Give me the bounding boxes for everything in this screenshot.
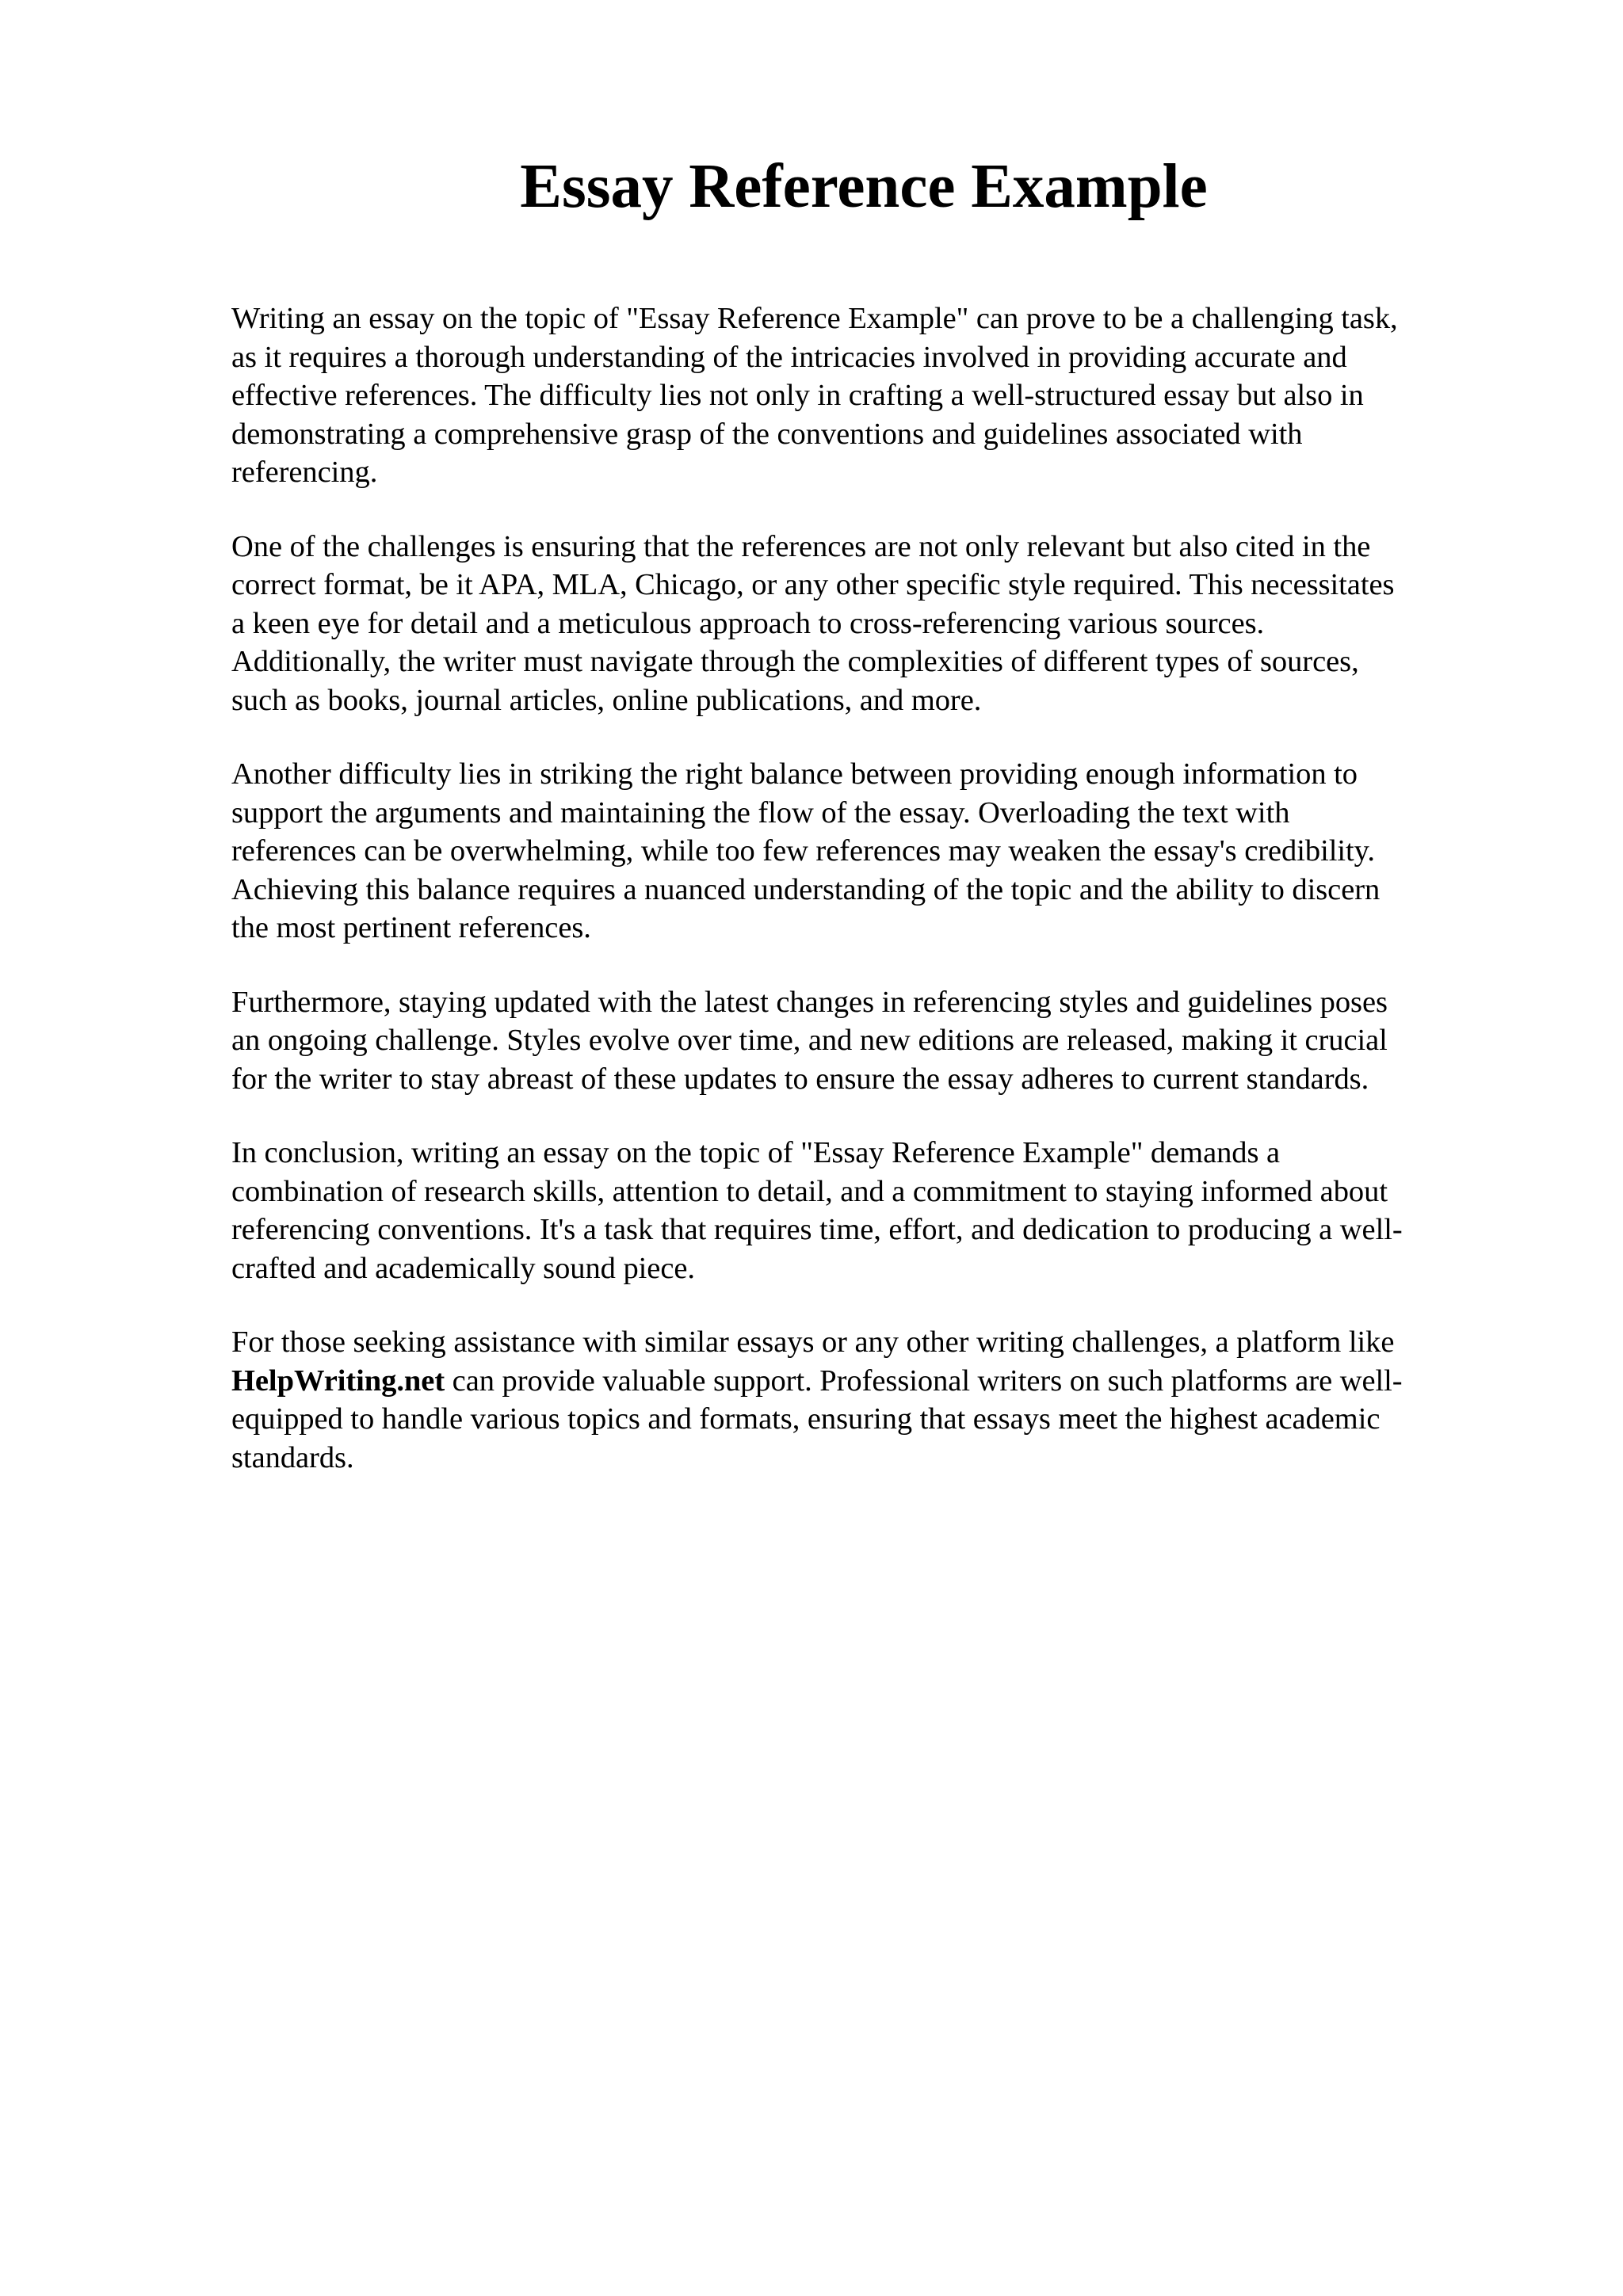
paragraph-intro [231, 299, 1499, 492]
text-line: demonstrating a comprehensive grasp of the conventions and guidelines associated with [231, 417, 1303, 451]
text-line: referencing conventions. It's a task that requires time, effort, and dedication to producing a well- [231, 1213, 1403, 1246]
paragraph-challenges [231, 528, 1499, 720]
text-line: Achieving this balance requires a nuanced understanding of the topic and the ability to discern [231, 872, 1381, 906]
text-line: Furthermore, staying updated with the latest changes in referencing styles and guidelines poses [231, 985, 1388, 1019]
text-line-with-brand [231, 1362, 1499, 1401]
text-line: One of the challenges is ensuring that the references are not only relevant but also cited in the [231, 529, 1371, 563]
text-line: referencing. [231, 456, 378, 489]
text-line: correct format, be it APA, MLA, Chicago, or any other specific style required. This necessitates [231, 568, 1395, 601]
text-line: a keen eye for detail and a meticulous approach to cross-referencing various sources. [231, 606, 1265, 640]
text-line: standards. [231, 1440, 354, 1474]
text-line: Writing an essay on the topic of "Essay Reference Example" can prove to be a challenging task, [231, 302, 1398, 335]
text-line: support the arguments and maintaining the flow of the essay. Overloading the text with [231, 795, 1290, 830]
text-line: equipped to handle various topics and formats, ensuring that essays meet the highest academic [231, 1402, 1381, 1436]
text-line: effective references. The difficulty lies not only in crafting a well-structured essay but also in [231, 379, 1364, 412]
essay-body [231, 299, 1499, 1512]
text-line: Another difficulty lies in striking the right balance between providing enough information to [231, 757, 1358, 791]
text-line: combination of research skills, attention to detail, and a commitment to staying informed about [231, 1174, 1388, 1208]
brand-name: HelpWriting.net [231, 1363, 445, 1398]
text-line: an ongoing challenge. Styles evolve over time, and new editions are released, making it crucial [231, 1024, 1388, 1057]
text-line: Additionally, the writer must navigate through the complexities of different types of sources, [231, 645, 1359, 678]
page-title: Essay Reference Example [520, 152, 1208, 221]
text-line: for the writer to stay abreast of these updates to ensure the essay adheres to current standards. [231, 1062, 1369, 1096]
text-line: For those seeking assistance with similar essays or any other writing challenges, a platform like [231, 1325, 1395, 1359]
paragraph-updates [231, 983, 1499, 1099]
text-line: In conclusion, writing an essay on the topic of "Essay Reference Example" demands a [231, 1136, 1281, 1169]
paragraph-conclusion [231, 1134, 1499, 1287]
paragraph-balance [231, 755, 1499, 948]
paragraph-assistance [231, 1323, 1499, 1477]
text-line: such as books, journal articles, online publications, and more. [231, 683, 982, 717]
text-line: references can be overwhelming, while too few references may weaken the essay's credibility. [231, 834, 1375, 868]
text-line: the most pertinent references. [231, 911, 591, 944]
text-line: crafted and academically sound piece. [231, 1251, 695, 1285]
text-segment: can provide valuable support. Professional writers on such platforms are well- [445, 1363, 1403, 1398]
text-line: as it requires a thorough understanding of the intricacies involved in providing accurate and [231, 340, 1347, 374]
